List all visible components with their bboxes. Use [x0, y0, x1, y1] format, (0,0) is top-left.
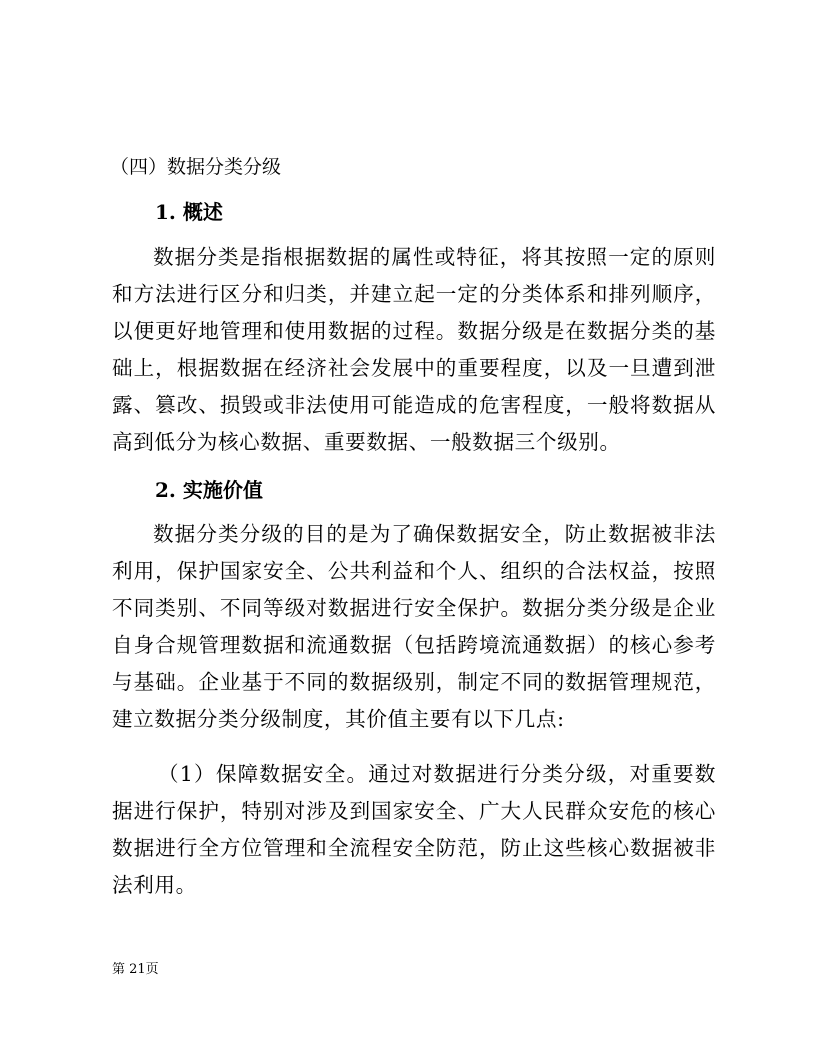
paragraph-overview: 数据分类是指根据数据的属性或特征，将其按照一定的原则和方法进行区分和归类，并建立起一定的分类体系和排列顺序，以便更好地管理和使用数据的过程。数据分级是在数据分类的基础上，根据数据在经济社会发展中的重要程度，以及一旦遭到泄露、篡改、损毁或非法使用可能造成的危害程度，一般将数据从高到低分为核心数据、重要数据、一般数据三个级别。: [112, 245, 716, 454]
subsection-heading-value: 2. 实施价值: [155, 478, 263, 502]
paragraph-value-point-1: （1）保障数据安全。通过对数据进行分类分级，对重要数据进行保护，特别对涉及到国家安全、广大人民群众安危的核心数据进行全方位管理和全流程安全防范，防止这些核心数据被非法利用。: [112, 762, 716, 897]
section-heading: （四）数据分类分级: [110, 156, 282, 178]
subsection-heading-overview: 1. 概述: [155, 200, 223, 224]
page-number: 第 21页: [112, 962, 159, 977]
paragraph-value-intro: 数据分类分级的目的是为了确保数据安全，防止数据被非法利用，保护国家安全、公共利益和个人、组织的合法权益，按照不同类别、不同等级对数据进行安全保护。数据分类分级是企业自身合规管理数据和流通数据（包括跨境流通数据）的核心参考与基础。企业基于不同的数据级别，制定不同的数据管理规范，建立数据分类分级制度，其价值主要有以下几点:: [112, 522, 716, 731]
